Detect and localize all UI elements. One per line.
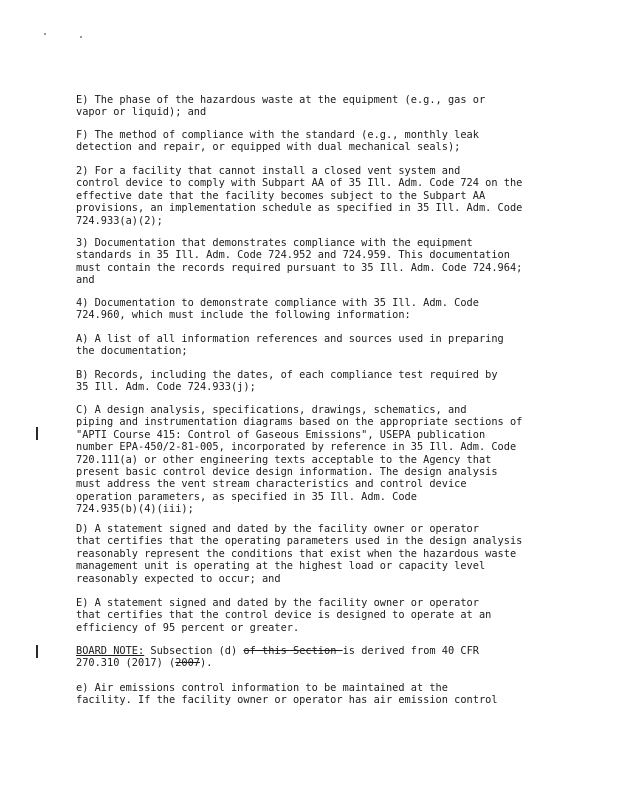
- paragraph-e-air-emissions: e) Air emissions control information to be maintained at the facility. If the facility owner or operator has air emission control: [76, 682, 498, 707]
- paragraph-d-statement: D) A statement signed and dated by the facility owner or operator that certifies that the operating parameters used in the design analysis reasonably represent the conditions that exist when the hazardous waste management unit is operating at the highest load or capacity level reasonably expected to occur; and: [76, 523, 523, 585]
- scan-speck: [80, 36, 82, 38]
- revision-margin-bar: [36, 645, 38, 658]
- paragraph-a-references: A) A list of all information references and sources used in preparing the documentation;: [76, 333, 504, 358]
- paragraph-b-records: B) Records, including the dates, of each compliance test required by 35 Ill. Adm. Code 724.933(j);: [76, 369, 498, 394]
- paragraph-e-efficiency: E) A statement signed and dated by the facility owner or operator that certifies that the control device is designed to operate at an efficiency of 95 percent or greater.: [76, 597, 492, 634]
- board-note-end: ).: [200, 657, 213, 670]
- board-note-post: is derived from 40 CFR 270.310 (2017) (: [76, 645, 479, 670]
- paragraph-2-implementation: 2) For a facility that cannot install a closed vent system and control device to comply with Subpart AA of 35 Ill. Adm. Code 724 on the effective date that the facility becomes subject to the Subpart AA provisions, an implementation schedule as specified in 35 Ill. Adm. Code 724.933(a)(2);: [76, 165, 523, 227]
- scan-speck: [44, 33, 46, 35]
- paragraph-c-design-analysis: C) A design analysis, specifications, drawings, schematics, and piping and instrumentation diagrams based on the appropriate sections of "APTI Course 415: Control of Gaseous Emissions", USEPA publication number EPA-450/2-81-005, incorporated by reference in 35 Ill. Adm. Code 720.111(a) or other engineering texts acceptable to the Agency that present basic control device design information. The design analysis must address the vent stream characteristics and control device operation parameters, as specified in 35 Ill. Adm. Code 724.935(b)(4)(iii);: [76, 404, 523, 516]
- paragraph-4-compliance: 4) Documentation to demonstrate compliance with 35 Ill. Adm. Code 724.960, which must include the following information:: [76, 297, 479, 322]
- board-note-struck-text: of this Section: [243, 645, 343, 657]
- paragraph-e-phase: E) The phase of the hazardous waste at the equipment (e.g., gas or vapor or liquid); and: [76, 94, 486, 119]
- paragraph-3-documentation: 3) Documentation that demonstrates compliance with the equipment standards in 35 Ill. Adm. Code 724.952 and 724.959. This documentation must contain the records required pursuant to 35 Ill. Adm. Code 724.964; and: [76, 237, 523, 287]
- board-note-struck-year: 2007: [175, 657, 201, 670]
- revision-margin-bar: [36, 427, 38, 440]
- board-note-label: BOARD NOTE:: [76, 645, 145, 657]
- board-note: [76, 645, 546, 670]
- board-note-pre: Subsection (d): [144, 645, 244, 657]
- paragraph-f-method: F) The method of compliance with the standard (e.g., monthly leak detection and repair, or equipped with dual mechanical seals);: [76, 129, 479, 154]
